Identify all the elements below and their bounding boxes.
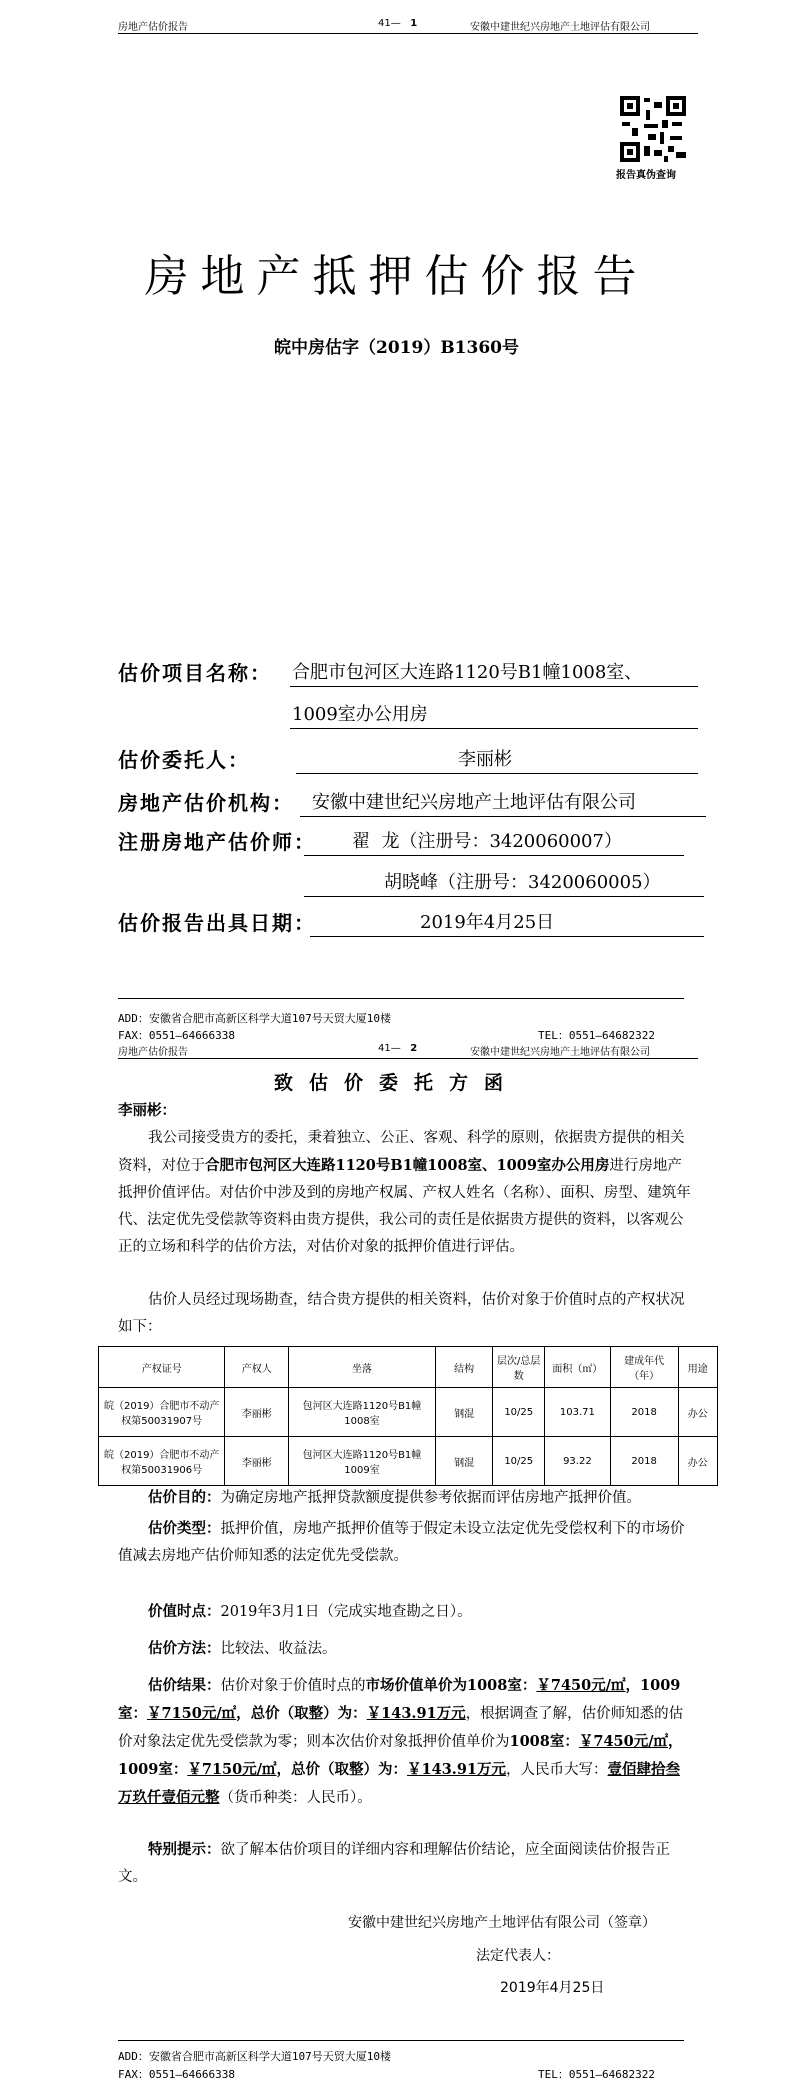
- field-label-agency: 房地产估价机构：: [118, 791, 294, 815]
- footer2-fax: FAX：0551—64666338: [118, 2068, 235, 2081]
- sign-date: 2019年4月25日: [500, 1980, 605, 1996]
- table-cell: 钢混: [435, 1437, 493, 1486]
- footer-tel: TEL：0551—64682322: [538, 1029, 655, 1042]
- page-header-number: 41— 1: [378, 18, 418, 29]
- table-row: [99, 1388, 718, 1437]
- table-cell: 10/25: [493, 1437, 545, 1486]
- table-row: [99, 1437, 718, 1486]
- field-value-agency: 安徽中建世纪兴房地产土地评估有限公司: [312, 792, 636, 813]
- field-value-appraiser-2: 胡晓峰（注册号：3420060005）: [384, 872, 661, 893]
- table-cell: 皖（2019）合肥市不动产权第50031907号: [99, 1388, 225, 1437]
- table-header-cell: 产权人: [225, 1347, 289, 1388]
- page2-header-number: 41— 2: [378, 1043, 418, 1054]
- paragraph-result: 估价结果：估价对象于价值时点的市场价值单价为1008室：￥7450元/㎡，1009室：￥7150元/㎡，总价（取整）为：￥143.91万元，根据调查了解，估价师知悉的估价对象法定优先受偿款为零；则本次估价对象抵押价值单价为1008室：￥7450元/㎡，1009室：￥7150元/㎡，总价（取整）为：￥143.91万元，人民币大写：壹佰肆拾叁万玖仟壹佰元整（货币种类：人民币）。: [118, 1677, 684, 1806]
- property-table: [98, 1346, 718, 1486]
- paragraph-method: 估价方法：比较法、收益法。: [148, 1640, 337, 1657]
- table-cell: 办公: [678, 1437, 717, 1486]
- table-cell: 皖（2019）合肥市不动产权第50031906号: [99, 1437, 225, 1486]
- report-number: 皖中房估字（2019）B1360号: [274, 338, 519, 358]
- table-header-cell: 面积（㎡）: [545, 1347, 611, 1388]
- page2-header-company: 安徽中建世纪兴房地产土地评估有限公司: [470, 1047, 650, 1058]
- field-value-appraiser-1: 翟 龙（注册号：3420060007）: [352, 831, 622, 852]
- field-value-client: 李丽彬: [458, 749, 512, 770]
- page-header-title: 房地产估价报告: [118, 22, 188, 33]
- paragraph-purpose: 估价目的：为确定房地产抵押贷款额度提供参考依据而评估房地产抵押价值。: [148, 1489, 641, 1506]
- footer-fax: FAX：0551—64666338: [118, 1029, 235, 1042]
- sign-company: 安徽中建世纪兴房地产土地评估有限公司（签章）: [348, 1915, 656, 1931]
- paragraph-status: 估价人员经过现场勘查，结合贵方提供的相关资料，估价对象于价值时点的产权状况如下：: [118, 1292, 685, 1335]
- salutation: 李丽彬：: [118, 1103, 176, 1119]
- paragraph-type: 估价类型：抵押价值，房地产抵押价值等于假定未设立法定优先受偿权利下的市场价值减去房地产估价师知悉的法定优先受偿款。: [118, 1520, 685, 1564]
- table-cell: 包河区大连路1120号B1幢1008室: [289, 1388, 436, 1437]
- footer2-tel: TEL：0551—64682322: [538, 2068, 655, 2081]
- footer-address: ADD：安徽省合肥市高新区科学大道107号天贸大厦10楼: [118, 1012, 391, 1025]
- paragraph-value-date: 价值时点：2019年3月1日（完成实地查勘之日）。: [148, 1603, 472, 1620]
- field-label-client: 估价委托人：: [118, 748, 250, 772]
- report-title: 房地产抵押估价报告: [144, 251, 649, 302]
- field-label-issue-date: 估价报告出具日期：: [118, 911, 316, 935]
- table-header-cell: 用途: [678, 1347, 717, 1388]
- table-header-cell: 坐落: [289, 1347, 436, 1388]
- table-header-cell: 层次/总层数: [493, 1347, 545, 1388]
- table-cell: 2018: [610, 1437, 678, 1486]
- field-value-project-cont: 1009室办公用房: [292, 704, 428, 725]
- footer2-address: ADD：安徽省合肥市高新区科学大道107号天贸大厦10楼: [118, 2050, 391, 2063]
- letter-title: 致估价委托方函: [273, 1072, 519, 1094]
- table-header-cell: 产权证号: [99, 1347, 225, 1388]
- page-header-company: 安徽中建世纪兴房地产土地评估有限公司: [470, 22, 650, 33]
- table-cell: 103.71: [545, 1388, 611, 1437]
- table-cell: 93.22: [545, 1437, 611, 1486]
- table-header-cell: 结构: [435, 1347, 493, 1388]
- table-cell: 办公: [678, 1388, 717, 1437]
- qr-caption: 报告真伪查询: [616, 170, 676, 181]
- page2-header-title: 房地产估价报告: [118, 1047, 188, 1058]
- field-value-project: 合肥市包河区大连路1120号B1幢1008室、: [292, 662, 643, 683]
- table-cell: 李丽彬: [225, 1437, 289, 1486]
- sign-legal-rep: 法定代表人：: [476, 1948, 560, 1964]
- field-label-appraiser: 注册房地产估价师：: [118, 830, 316, 854]
- table-cell: 李丽彬: [225, 1388, 289, 1437]
- table-cell: 钢混: [435, 1388, 493, 1437]
- field-value-issue-date: 2019年4月25日: [420, 912, 555, 933]
- table-header-cell: 建成年代（年）: [610, 1347, 678, 1388]
- field-label-project: 估价项目名称：: [118, 661, 272, 685]
- table-cell: 包河区大连路1120号B1幢1009室: [289, 1437, 436, 1486]
- table-cell: 10/25: [493, 1388, 545, 1437]
- paragraph-notice: 特别提示：欲了解本估价项目的详细内容和理解估价结论，应全面阅读估价报告正文。: [118, 1841, 670, 1885]
- table-header-row: [99, 1347, 718, 1388]
- table-cell: 2018: [610, 1388, 678, 1437]
- qr-code: [620, 96, 686, 162]
- paragraph-intro: 我公司接受贵方的委托，秉着独立、公正、客观、科学的原则，依据贵方提供的相关资料，对位于合肥市包河区大连路1120号B1幢1008室、1009室办公用房进行房地产抵押价值评估。对估价中涉及到的房地产权属、产权人姓名（名称）、面积、房型、建筑年代、法定优先受偿款等资料由贵方提供，我公司的责任是依据贵方提供的资料，以客观公正的立场和科学的估价方法，对估价对象的抵押价值进行评估。: [118, 1130, 691, 1255]
